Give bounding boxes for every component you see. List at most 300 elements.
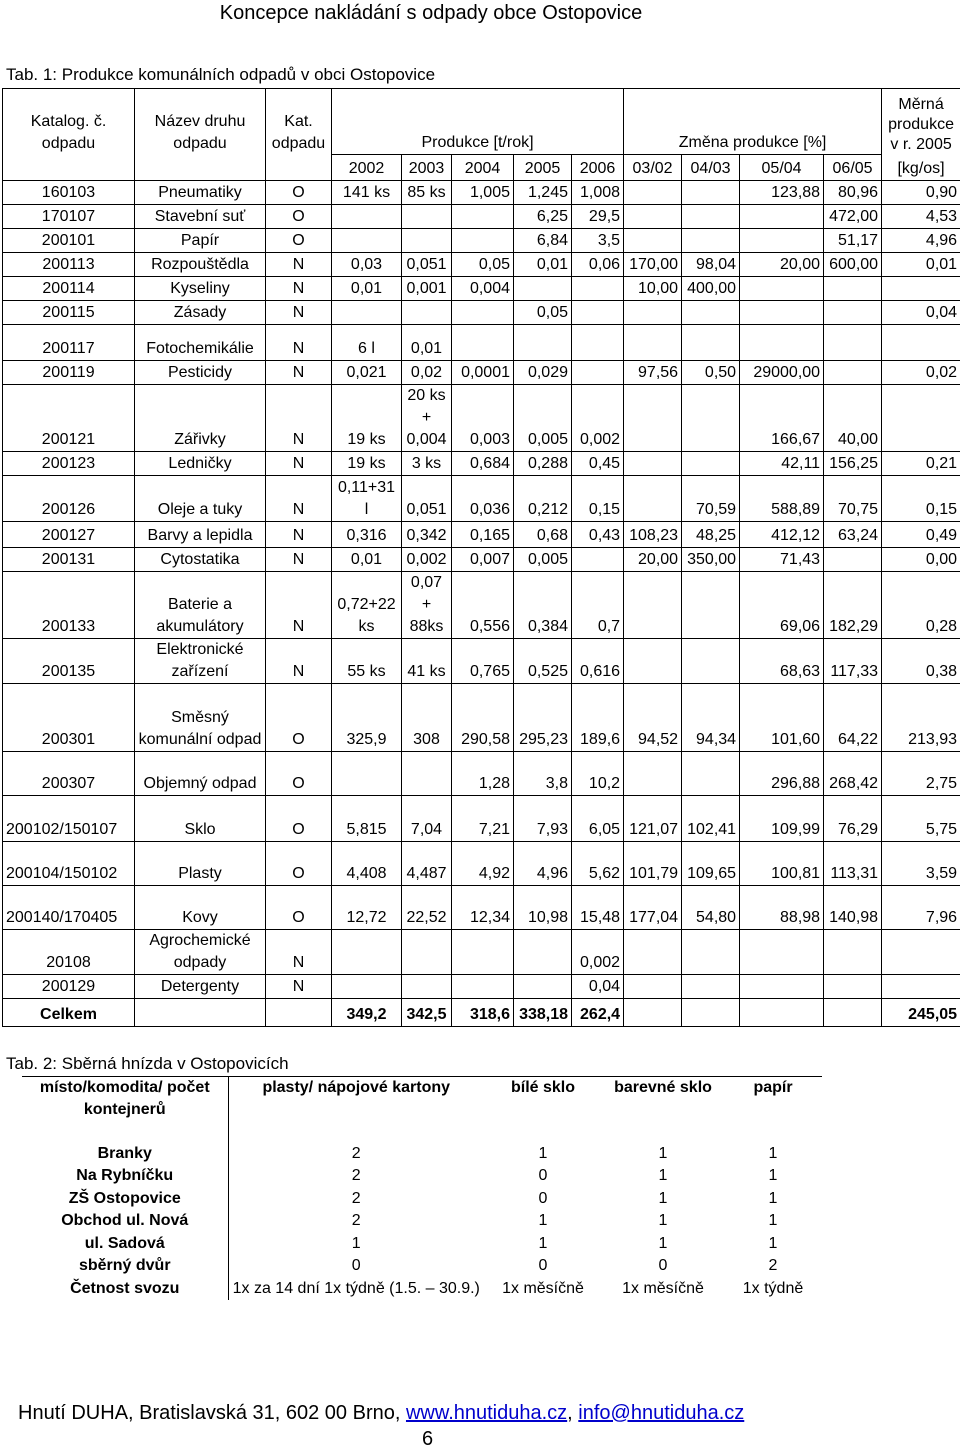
table-cell: 20,00 [624, 548, 682, 572]
table-row [22, 1255, 822, 1278]
table-row [3, 886, 960, 930]
table-cell: 0,72+22 ks [332, 572, 402, 639]
table-cell: N [266, 930, 332, 975]
table-cell: 600,00 [824, 253, 882, 277]
table-cell [402, 229, 452, 253]
table-cell [682, 572, 740, 639]
table-row [3, 572, 960, 639]
table-cell: 200113 [3, 253, 135, 277]
table-cell: 20,00 [740, 253, 824, 277]
table-cell: 0,003 [452, 385, 514, 452]
table-cell: 1 [602, 1165, 724, 1188]
table-cell: 0,45 [572, 452, 624, 476]
table-cell: 6 l [332, 325, 402, 361]
frequency-cell: 1x týdně [724, 1278, 822, 1301]
table-row [3, 253, 960, 277]
table-cell [824, 930, 882, 975]
period-header: 04/03 [682, 155, 740, 181]
table-cell: 0,525 [514, 639, 572, 684]
table-cell: 109,65 [682, 842, 740, 886]
table-cell: 54,80 [682, 886, 740, 930]
table-cell [514, 277, 572, 301]
table-cell: O [266, 886, 332, 930]
table-cell: Objemný odpad [135, 752, 266, 796]
table-cell: 0,01 [332, 548, 402, 572]
table-cell: 113,31 [824, 842, 882, 886]
table-cell [882, 325, 960, 361]
table2-caption: Tab. 2: Sběrná hnízda v Ostopovicích [6, 1054, 289, 1074]
table-cell: 22,52 [402, 886, 452, 930]
table-cell: 29000,00 [740, 361, 824, 385]
table-cell: O [266, 181, 332, 205]
table-cell [740, 229, 824, 253]
table-cell: 0,01 [514, 253, 572, 277]
table-row [3, 999, 960, 1027]
table-cell [682, 325, 740, 361]
table-cell: 0,01 [402, 325, 452, 361]
table-cell: 1,008 [572, 181, 624, 205]
table-cell: 200114 [3, 277, 135, 301]
table-row [22, 1143, 822, 1166]
table-cell: 200119 [3, 361, 135, 385]
table-cell: Barvy a lepidla [135, 522, 266, 548]
t2-header: plasty/ nápojové kartony [228, 1077, 484, 1143]
table-cell: 69,06 [740, 572, 824, 639]
table-cell [882, 930, 960, 975]
table-cell [824, 277, 882, 301]
table-cell [740, 301, 824, 325]
table-cell: Pneumatiky [135, 181, 266, 205]
table-cell: 0,50 [682, 361, 740, 385]
table-cell: 0,212 [514, 476, 572, 522]
table-cell: 0,49 [882, 522, 960, 548]
table-cell: 213,93 [882, 684, 960, 752]
table-cell: 0,04 [572, 975, 624, 999]
table-cell: 1 [484, 1210, 602, 1233]
table-cell: 19 ks [332, 385, 402, 452]
table-cell: 412,12 [740, 522, 824, 548]
table-cell: 0 [484, 1165, 602, 1188]
table-cell: 141 ks [332, 181, 402, 205]
table-row [3, 361, 960, 385]
year-header: 2006 [572, 155, 624, 181]
table-cell [882, 277, 960, 301]
footer-email-link[interactable]: info@hnutiduha.cz [578, 1402, 744, 1424]
table-cell: 5,62 [572, 842, 624, 886]
table-cell [452, 975, 514, 999]
table-cell: 20108 [3, 930, 135, 975]
table-cell: 1 [724, 1143, 822, 1166]
period-header: 03/02 [624, 155, 682, 181]
table-cell: N [266, 301, 332, 325]
table-cell [514, 975, 572, 999]
table-cell: 588,89 [740, 476, 824, 522]
table-cell: 3,8 [514, 752, 572, 796]
merna-unit: [kg/os] [882, 155, 960, 181]
table-cell [332, 930, 402, 975]
waste-production-table [2, 88, 960, 1027]
table-cell [682, 205, 740, 229]
table-cell: 7,96 [882, 886, 960, 930]
table-cell: 0,43 [572, 522, 624, 548]
period-header: 06/05 [824, 155, 882, 181]
table-cell: N [266, 253, 332, 277]
table-cell [572, 325, 624, 361]
table-cell: 200123 [3, 452, 135, 476]
table-cell: 1 [484, 1233, 602, 1256]
table-cell: 7,04 [402, 796, 452, 842]
table-cell: 0,38 [882, 639, 960, 684]
table-cell: 1 [602, 1188, 724, 1211]
table-cell [824, 325, 882, 361]
footer-web-link[interactable]: www.hnutiduha.cz [406, 1402, 567, 1424]
table-cell: 0,002 [572, 930, 624, 975]
table-row [3, 796, 960, 842]
table-cell: 0,00 [882, 548, 960, 572]
table-cell: 71,43 [740, 548, 824, 572]
frequency-cell: 1x měsíčně [602, 1278, 724, 1301]
table-cell: 121,07 [624, 796, 682, 842]
table-cell [402, 930, 452, 975]
table-cell: 245,05 [882, 999, 960, 1027]
table-cell: 0,007 [452, 548, 514, 572]
table-cell: 2,75 [882, 752, 960, 796]
table-cell [624, 975, 682, 999]
table-cell: 0,001 [402, 277, 452, 301]
table-cell: 4,487 [402, 842, 452, 886]
table-cell: 200133 [3, 572, 135, 639]
table-cell: 4,408 [332, 842, 402, 886]
table-row [3, 181, 960, 205]
col-kat: Kat. odpadu [266, 89, 332, 155]
table-cell: 63,24 [824, 522, 882, 548]
table-cell: 156,25 [824, 452, 882, 476]
table-cell: 1 [724, 1188, 822, 1211]
table-row [3, 684, 960, 752]
table-cell [135, 999, 266, 1027]
table-cell: 140,98 [824, 886, 882, 930]
table-cell: 1 [724, 1210, 822, 1233]
table-cell: 0,002 [572, 385, 624, 452]
table-cell: 349,2 [332, 999, 402, 1027]
table-cell: Oleje a tuky [135, 476, 266, 522]
table-row [3, 975, 960, 999]
table-row [3, 639, 960, 684]
table-cell: 5,75 [882, 796, 960, 842]
table-cell: Papír [135, 229, 266, 253]
table-cell: Kyseliny [135, 277, 266, 301]
table-cell: 200121 [3, 385, 135, 452]
table-cell: Zářivky [135, 385, 266, 452]
table-cell: O [266, 684, 332, 752]
table-row [3, 476, 960, 522]
table-cell [624, 325, 682, 361]
table-cell [882, 975, 960, 999]
table-cell [824, 999, 882, 1027]
table-cell: 0,165 [452, 522, 514, 548]
table-cell: 308 [402, 684, 452, 752]
table-cell: Kovy [135, 886, 266, 930]
table-cell: N [266, 277, 332, 301]
table-cell: 189,6 [572, 684, 624, 752]
table-cell [332, 752, 402, 796]
table-cell: 295,23 [514, 684, 572, 752]
year-header: 2003 [402, 155, 452, 181]
table-cell: 200117 [3, 325, 135, 361]
table-cell: 1 [602, 1210, 724, 1233]
table-cell: 7,21 [452, 796, 514, 842]
table-cell: 0 [484, 1188, 602, 1211]
table-cell: 0,02 [882, 361, 960, 385]
table1-caption: Tab. 1: Produkce komunálních odpadů v obci Ostopovice [6, 65, 435, 85]
table-cell: 7,93 [514, 796, 572, 842]
table-cell: ul. Sadová [22, 1233, 228, 1256]
period-header: 05/04 [740, 155, 824, 181]
table-cell: 0,342 [402, 522, 452, 548]
table-cell: 3 ks [402, 452, 452, 476]
table-cell: 85 ks [402, 181, 452, 205]
table-cell [740, 930, 824, 975]
table-cell: 2 [228, 1143, 484, 1166]
table-cell: 1 [602, 1233, 724, 1256]
table-cell: 20 ks + 0,004 [402, 385, 452, 452]
table-cell: 10,00 [624, 277, 682, 301]
table-cell: O [266, 842, 332, 886]
col-produkce: Produkce [t/rok] [332, 89, 624, 155]
footer: Hnutí DUHA, Bratislavská 31, 602 00 Brno, www.hnutiduha.cz, info@hnutiduha.cz [18, 1402, 744, 1425]
table-cell: 29,5 [572, 205, 624, 229]
table-cell [824, 361, 882, 385]
table-cell: 3,59 [882, 842, 960, 886]
table-cell: 55 ks [332, 639, 402, 684]
table-cell: Cytostatika [135, 548, 266, 572]
table-cell: 0,021 [332, 361, 402, 385]
table-cell: 200307 [3, 752, 135, 796]
table-cell: 4,92 [452, 842, 514, 886]
table-cell [740, 325, 824, 361]
table-cell: 12,72 [332, 886, 402, 930]
t2-header: bílé sklo [484, 1077, 602, 1143]
table-cell: 123,88 [740, 181, 824, 205]
table-cell: O [266, 229, 332, 253]
table-cell: 177,04 [624, 886, 682, 930]
table-cell: 338,18 [514, 999, 572, 1027]
table-cell: Branky [22, 1143, 228, 1166]
table-cell: 41 ks [402, 639, 452, 684]
table-cell [452, 205, 514, 229]
table-row [22, 1165, 822, 1188]
table-cell: 0,01 [332, 277, 402, 301]
table-cell: 117,33 [824, 639, 882, 684]
table-cell: N [266, 975, 332, 999]
table-cell [332, 229, 402, 253]
table-cell: O [266, 752, 332, 796]
table-cell [682, 999, 740, 1027]
table-cell: ZŠ Ostopovice [22, 1188, 228, 1211]
year-header: 2004 [452, 155, 514, 181]
table-cell: 200135 [3, 639, 135, 684]
table-cell [624, 229, 682, 253]
table-cell: 0,036 [452, 476, 514, 522]
table-cell [682, 181, 740, 205]
collection-points-table [22, 1076, 822, 1300]
table-cell [452, 325, 514, 361]
table-cell [624, 476, 682, 522]
table-cell [624, 999, 682, 1027]
table-cell: Ledničky [135, 452, 266, 476]
table-cell [682, 639, 740, 684]
table-cell [402, 752, 452, 796]
table-cell: 0,7 [572, 572, 624, 639]
table-cell: N [266, 476, 332, 522]
frequency-cell: 1x za 14 dní 1x týdně (1.5. – 30.9.) [228, 1278, 484, 1301]
table-cell: 40,00 [824, 385, 882, 452]
table-cell [452, 930, 514, 975]
table-cell: 200127 [3, 522, 135, 548]
table-cell: 12,34 [452, 886, 514, 930]
table-cell: 170107 [3, 205, 135, 229]
table-cell: 101,60 [740, 684, 824, 752]
table-cell: 1,28 [452, 752, 514, 796]
table-cell: 0,07 + 88ks [402, 572, 452, 639]
table-row [3, 930, 960, 975]
table-cell [682, 229, 740, 253]
table-cell: 97,56 [624, 361, 682, 385]
table-cell [572, 548, 624, 572]
table-cell [824, 301, 882, 325]
table-row [22, 1188, 822, 1211]
table-cell [740, 205, 824, 229]
table-cell: 70,59 [682, 476, 740, 522]
frequency-label: Četnost svozu [22, 1278, 228, 1301]
table-cell: 0,06 [572, 253, 624, 277]
table-cell: 0,05 [514, 301, 572, 325]
table-cell: 0,051 [402, 476, 452, 522]
table-row [3, 229, 960, 253]
table-cell: 64,22 [824, 684, 882, 752]
table-cell: 0,15 [572, 476, 624, 522]
table-cell: 51,17 [824, 229, 882, 253]
table-cell: 1 [724, 1165, 822, 1188]
table-cell: 80,96 [824, 181, 882, 205]
table-cell [624, 452, 682, 476]
table-cell: Elektronické zařízení [135, 639, 266, 684]
table-cell: 0,384 [514, 572, 572, 639]
table-cell [332, 301, 402, 325]
table-cell: 98,04 [682, 253, 740, 277]
table-cell: 2 [228, 1165, 484, 1188]
table-cell [682, 452, 740, 476]
table-row [22, 1233, 822, 1256]
table-cell: 0 [228, 1255, 484, 1278]
table-cell: 2 [228, 1210, 484, 1233]
table-cell: 88,98 [740, 886, 824, 930]
table-cell [402, 975, 452, 999]
table-cell [740, 975, 824, 999]
table-cell: 0,005 [514, 385, 572, 452]
table-row [3, 452, 960, 476]
table-cell [824, 548, 882, 572]
table-cell: 325,9 [332, 684, 402, 752]
table-cell: 6,84 [514, 229, 572, 253]
table-cell [682, 930, 740, 975]
table-cell: 101,79 [624, 842, 682, 886]
table-cell: 0,029 [514, 361, 572, 385]
page-header: Koncepce nakládání s odpady obce Ostopovice [0, 2, 862, 25]
table-cell: 0,005 [514, 548, 572, 572]
table-cell: 200301 [3, 684, 135, 752]
table-cell: 0,765 [452, 639, 514, 684]
table-cell: 318,6 [452, 999, 514, 1027]
table-cell: 0,0001 [452, 361, 514, 385]
table-cell: 290,58 [452, 684, 514, 752]
table-cell: 0,316 [332, 522, 402, 548]
table-cell: N [266, 325, 332, 361]
table-cell: O [266, 205, 332, 229]
table-row [3, 277, 960, 301]
table-cell [682, 301, 740, 325]
table-cell [824, 975, 882, 999]
table-cell: 6,05 [572, 796, 624, 842]
table-cell: Baterie a akumulátory [135, 572, 266, 639]
table-cell: 0,15 [882, 476, 960, 522]
table-cell: Na Rybníčku [22, 1165, 228, 1188]
table-cell: 472,00 [824, 205, 882, 229]
table-cell: 42,11 [740, 452, 824, 476]
table-cell: Fotochemikálie [135, 325, 266, 361]
table-cell: 4,53 [882, 205, 960, 229]
table-cell: 3,5 [572, 229, 624, 253]
table-cell: 200101 [3, 229, 135, 253]
t2-header: papír [724, 1077, 822, 1143]
table-cell: 350,00 [682, 548, 740, 572]
table-cell: 0,004 [452, 277, 514, 301]
t2-header: místo/komodita/ počet kontejnerů [22, 1077, 228, 1143]
table-cell: 100,81 [740, 842, 824, 886]
table-cell: 2 [228, 1188, 484, 1211]
table-cell [452, 229, 514, 253]
table-cell [572, 277, 624, 301]
table-cell: 1,005 [452, 181, 514, 205]
table-cell [572, 301, 624, 325]
table-cell: Sklo [135, 796, 266, 842]
table-cell: 0,03 [332, 253, 402, 277]
table-cell: 76,29 [824, 796, 882, 842]
table-cell: Detergenty [135, 975, 266, 999]
table-cell [624, 385, 682, 452]
table-row [3, 301, 960, 325]
col-nazev: Název druhu odpadu [135, 89, 266, 155]
table-row [3, 752, 960, 796]
table-cell: 0 [602, 1255, 724, 1278]
table-cell [332, 975, 402, 999]
table-cell: 48,25 [682, 522, 740, 548]
table-cell: 1 [602, 1143, 724, 1166]
table-cell: N [266, 361, 332, 385]
table-cell: 102,41 [682, 796, 740, 842]
table-cell: 0,11+31 l [332, 476, 402, 522]
table-cell: 2 [724, 1255, 822, 1278]
table-cell: 19 ks [332, 452, 402, 476]
table-cell: N [266, 385, 332, 452]
table-cell: 160103 [3, 181, 135, 205]
table-cell [740, 999, 824, 1027]
table-cell [572, 361, 624, 385]
table-cell: 109,99 [740, 796, 824, 842]
table-cell: 296,88 [740, 752, 824, 796]
table-cell: 0,05 [452, 253, 514, 277]
table-cell: 200126 [3, 476, 135, 522]
